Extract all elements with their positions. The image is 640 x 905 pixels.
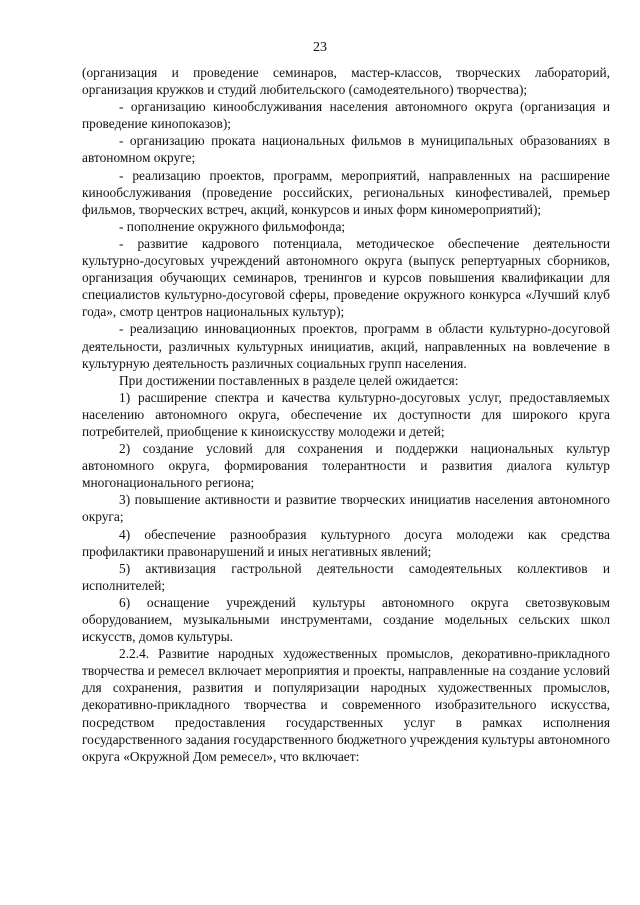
page-number: 23 <box>313 40 327 55</box>
list-item: - реализацию проектов, программ, мероприятий, направленных на расширение кинообслуживания (проведение российских, региональных кинофестивалей, премьер фильмов, творческих встреч, акций, конкурсов и иных форм киномероприятий); <box>82 167 610 217</box>
numbered-item: 5) активизация гастрольной деятельности самодеятельных коллективов и исполнителей; <box>82 560 610 593</box>
numbered-item: 6) оснащение учреждений культуры автономного округа светозвуковым оборудованием, музыкальными инструментами, создание модельных сельских школ искусств, домов культуры. <box>82 594 610 645</box>
numbered-item: 2) создание условий для сохранения и поддержки национальных культур автономного округа, формирования толерантности и развития диалога культур многонационального региона; <box>82 441 610 491</box>
list-item: - развитие кадрового потенциала, методическое обеспечение деятельности культурно-досуговых учреждений автономного округа (выпуск репертуарных сборников, организация обучающих семинаров, тренингов и курсов повышения квалификации для специалистов культурно-досуговой сферы, проведение окружного конкурса «Лучший клуб года», смотр центров национальных культур); <box>82 235 610 320</box>
list-item: - реализацию инновационных проектов, программ в области культурно-досуговой деятельности, различных культурных инициатив, акций, направленных на вовлечение в культурную деятельность различных социальных групп населения. <box>82 321 610 371</box>
list-item: - организацию кинообслуживания населения автономного округа (организация и проведение кинопоказов); <box>82 99 610 132</box>
list-item: - организацию проката национальных фильмов в муниципальных образованиях в автономном округе; <box>82 133 610 166</box>
numbered-item: 3) повышение активности и развитие творческих инициатив населения автономного округа; <box>82 492 610 525</box>
numbered-item: 4) обеспечение разнообразия культурного досуга молодежи как средства профилактики правонарушений и иных негативных явлений; <box>82 526 610 559</box>
body-text <box>82 64 610 765</box>
numbered-item: 1) расширение спектра и качества культурно-досуговых услуг, предоставляемых населению автономного округа, обеспечение их доступности для широкого круга потребителей, приобщение к киноискусству молодежи и детей; <box>82 389 610 439</box>
list-item: - пополнение окружного фильмофонда; <box>119 218 346 234</box>
paragraph: При достижении поставленных в разделе целей ожидается: <box>119 372 459 388</box>
paragraph: (организация и проведение семинаров, мастер-классов, творческих лабораторий, организация кружков и студий любительского (самодеятельного) творчества); <box>82 65 610 98</box>
section-paragraph: 2.2.4. Развитие народных художественных промыслов, декоративно-прикладного творчества и ремесел включает мероприятия и проекты, направленные на создание условий для сохранения, развития и популяризации народных художественных промыслов, декоративно-прикладного творчества и современного изобразительного искусства, посредством предоставления государственных услуг в рамках исполнения государственного задания государственного бюджетного учреждения культуры автономного округа «Окружной Дом ремесел», что включает: <box>82 646 610 764</box>
